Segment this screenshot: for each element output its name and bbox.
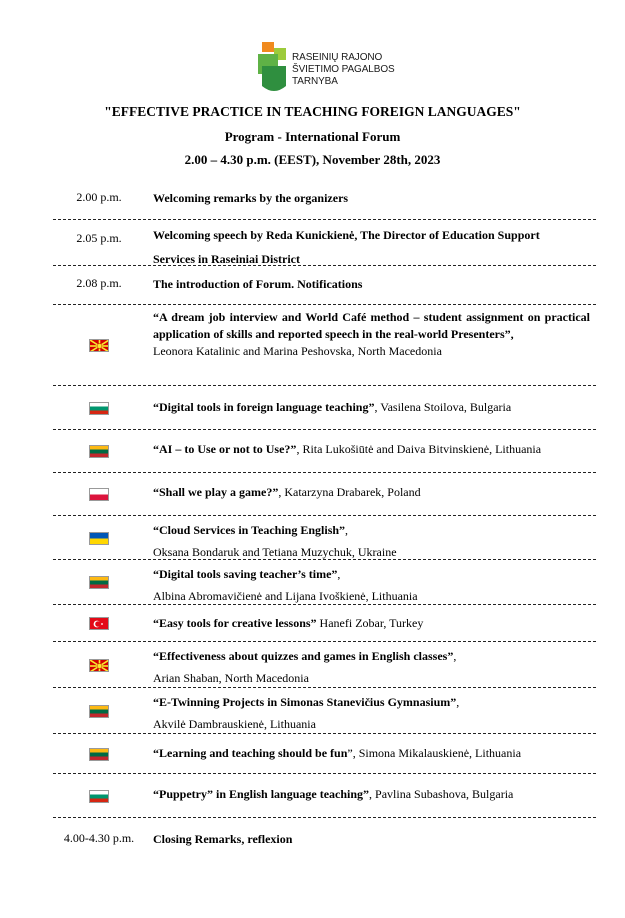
session-line <box>153 615 590 632</box>
session-line <box>153 190 590 207</box>
schedule-row <box>53 182 596 220</box>
session-line <box>153 713 590 735</box>
flag-turkey-icon <box>89 617 109 630</box>
flag-bulgaria-icon <box>89 790 109 803</box>
schedule-row <box>53 818 596 850</box>
session-title: Welcoming speech by Reda Kunickienė, The Director of Education Support <box>153 228 540 242</box>
schedule-row <box>53 605 596 642</box>
session-line <box>153 667 590 689</box>
session-details <box>153 615 590 632</box>
flag-lithuania-icon <box>89 705 109 718</box>
session-title: “Digital tools in foreign language teaching” <box>153 400 375 414</box>
session-details <box>153 399 590 416</box>
session-time: 2.00 p.m. <box>76 190 122 204</box>
session-line <box>153 831 590 848</box>
session-presenter: Leonora Katalinic and Marina Peshovska, North Macedonia <box>153 344 442 358</box>
session-presenter: Akvilė Dambrauskienė, Lithuania <box>153 717 316 731</box>
session-details <box>153 691 590 735</box>
session-title: “Easy tools for creative lessons” <box>153 616 317 630</box>
session-details <box>153 276 590 293</box>
session-line <box>153 441 590 458</box>
session-details <box>153 441 590 458</box>
session-line <box>153 519 590 541</box>
session-line <box>153 745 590 762</box>
session-line <box>153 786 590 803</box>
flag-ukraine-icon <box>89 532 109 545</box>
schedule-row <box>53 734 596 774</box>
schedule-row <box>53 473 596 516</box>
schedule-row <box>53 642 596 688</box>
flag-poland-icon <box>89 488 109 501</box>
flag-bulgaria-icon <box>89 402 109 415</box>
session-presenter: , <box>453 649 457 663</box>
session-title: “A dream job interview and World Café method – student assignment on practical application of skills and reported speech in the real-world Presenters”, <box>153 310 590 341</box>
session-details <box>153 223 590 271</box>
logo-line: RASEINIŲ RAJONO <box>292 52 383 63</box>
document-title: "EFFECTIVE PRACTICE IN TEACHING FOREIGN LANGUAGES" <box>104 104 521 119</box>
schedule-row <box>53 688 596 734</box>
session-title: “Shall we play a game?” <box>153 485 279 499</box>
schedule-table <box>53 182 596 850</box>
session-line <box>153 223 590 247</box>
session-presenter: Albina Abromavičienė and Lijana Ivoškienė, Lithuania <box>153 589 418 603</box>
session-line <box>153 343 590 360</box>
session-details <box>153 309 590 360</box>
flag-north-macedonia-icon <box>89 659 109 672</box>
event-datetime: 2.00 – 4.30 p.m. (EEST), November 28th, 2023 <box>184 152 441 167</box>
flag-lithuania-icon <box>89 748 109 761</box>
schedule-row <box>53 386 596 430</box>
flag-north-macedonia-icon <box>89 339 109 352</box>
session-line <box>153 399 590 416</box>
schedule-row <box>53 560 596 605</box>
session-title: “AI – to Use or not to Use?” <box>153 442 297 456</box>
session-time: 2.05 p.m. <box>76 231 122 245</box>
logo-leaf-icon <box>256 40 294 98</box>
session-title: “Puppetry” in English language teaching” <box>153 787 370 801</box>
session-line <box>153 309 590 343</box>
session-title: “Digital tools saving teacher’s time” <box>153 567 338 581</box>
session-title: Closing Remarks, reflexion <box>153 832 293 846</box>
session-line <box>153 645 590 667</box>
schedule-row <box>53 220 596 266</box>
session-presenter: , Pavlina Subashova, Bulgaria <box>369 787 514 801</box>
schedule-row <box>53 266 596 305</box>
session-time: 2.08 p.m. <box>76 276 122 290</box>
schedule-row <box>53 430 596 473</box>
session-title: “Effectiveness about quizzes and games in English classes” <box>153 649 454 663</box>
session-details <box>153 831 590 848</box>
logo-line: ŠVIETIMO PAGALBOS <box>292 64 395 75</box>
session-presenter: , Katarzyna Drabarek, Poland <box>278 485 421 499</box>
session-presenter: Arian Shaban, North Macedonia <box>153 671 309 685</box>
session-presenter: , Rita Lukošiūtė and Daiva Bitvinskienė, Lithuania <box>296 442 542 456</box>
flag-lithuania-icon <box>89 445 109 458</box>
session-presenter: , Vasilena Stoilova, Bulgaria <box>374 400 512 414</box>
session-presenter: ”, Simona Mikalauskienė, Lithuania <box>347 746 522 760</box>
schedule-row <box>53 305 596 386</box>
session-details <box>153 190 590 207</box>
session-title: “Learning and teaching should be fun <box>153 746 348 760</box>
flag-lithuania-icon <box>89 576 109 589</box>
session-details <box>153 745 590 762</box>
organization-logo <box>256 40 396 98</box>
session-details <box>153 645 590 689</box>
session-presenter: , <box>456 695 460 709</box>
session-line <box>153 484 590 501</box>
schedule-row <box>53 516 596 560</box>
session-presenter: Hanefi Zobar, Turkey <box>316 616 424 630</box>
session-line <box>153 563 590 585</box>
document-subtitle: Program - International Forum <box>224 129 401 144</box>
session-title: Welcoming remarks by the organizers <box>153 191 349 205</box>
session-presenter: , <box>345 523 349 537</box>
session-details <box>153 519 590 563</box>
schedule-row <box>53 774 596 818</box>
session-details <box>153 484 590 501</box>
session-details <box>153 563 590 607</box>
session-presenter: Oksana Bondaruk and Tetiana Muzychuk, Ukraine <box>153 545 397 559</box>
session-title: The introduction of Forum. Notifications <box>153 277 363 291</box>
session-title: “Cloud Services in Teaching English” <box>153 523 346 537</box>
session-time: 4.00-4.30 p.m. <box>63 831 135 845</box>
session-title: “E-Twinning Projects in Simonas Stanevičius Gymnasium” <box>153 695 457 709</box>
session-presenter: , <box>337 567 341 581</box>
logo-text <box>292 52 395 88</box>
logo-line: TARNYBA <box>292 76 338 87</box>
session-line <box>153 276 590 293</box>
session-line <box>153 585 590 607</box>
session-title: Services in Raseiniai District <box>153 252 300 266</box>
session-line <box>153 691 590 713</box>
session-details <box>153 786 590 803</box>
